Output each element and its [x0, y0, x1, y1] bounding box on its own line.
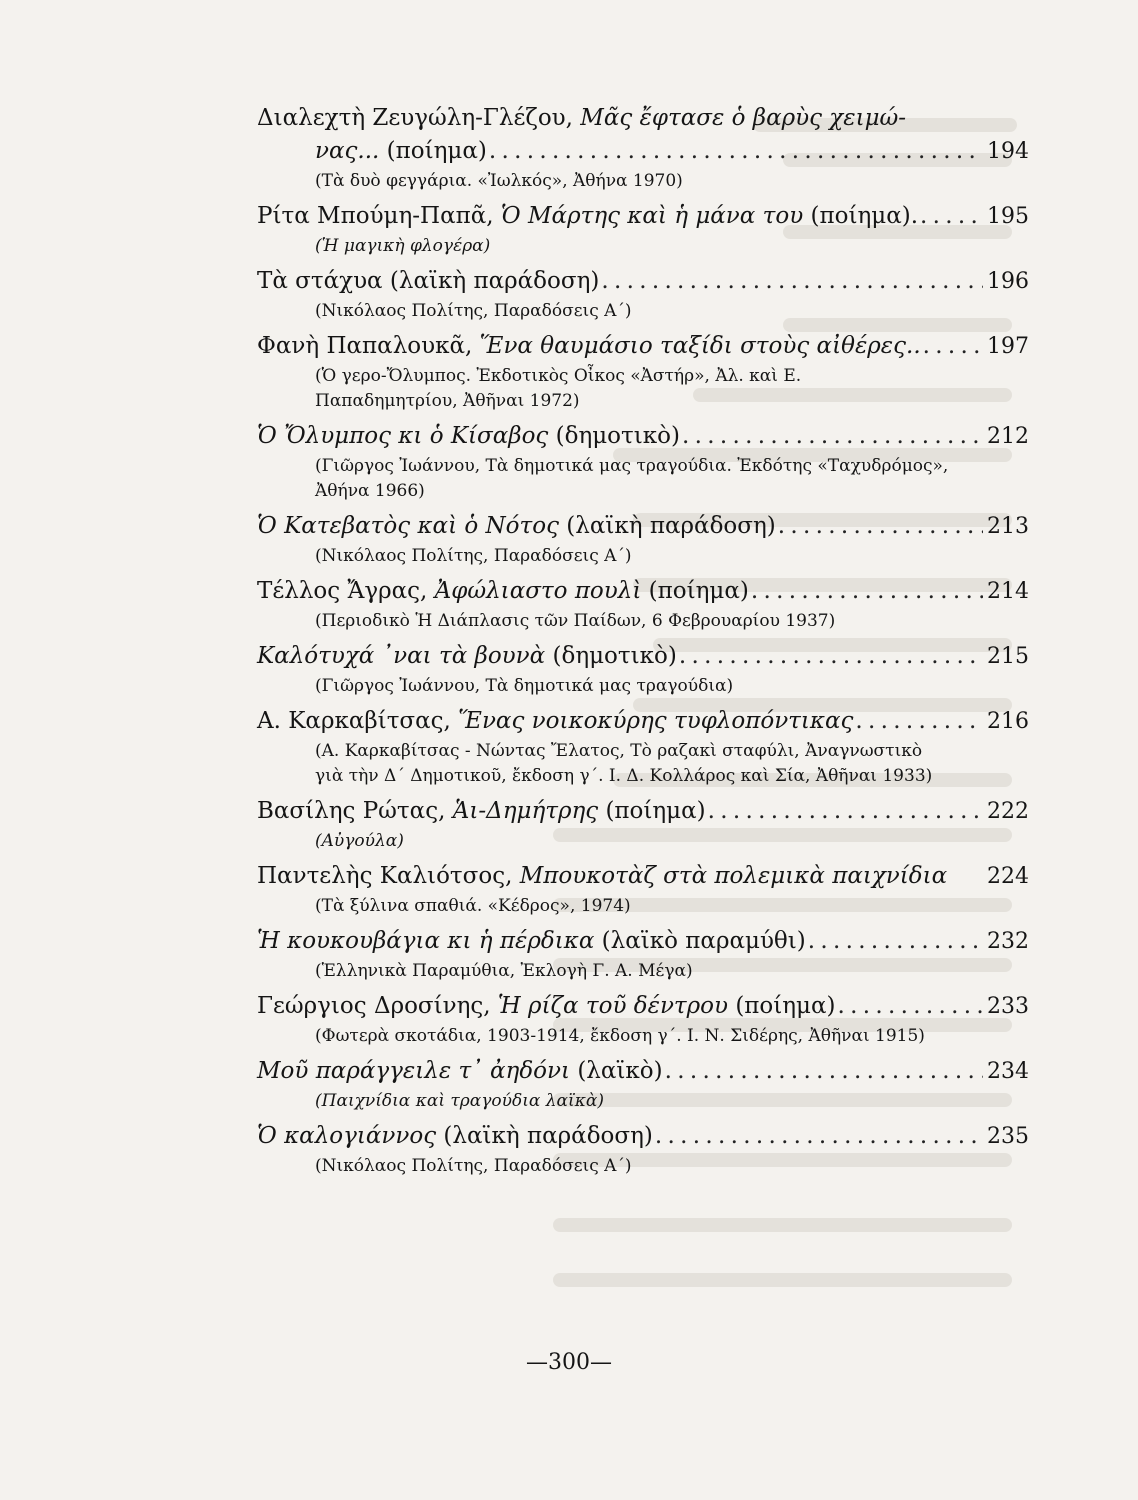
entry-title: Μοῦ παράγγειλε τ᾿ ἀηδόνι	[257, 1058, 571, 1084]
dot-leader	[679, 640, 983, 673]
entry-page-number: 215	[987, 644, 1029, 669]
toc-entry	[257, 860, 1029, 919]
entry-title: Καλότυχά ᾿ναι τὰ βουνὰ	[257, 643, 546, 669]
entry-title: Ἀφώλιαστο πουλὶ	[434, 578, 642, 604]
entry-genre: (ποίημα)	[728, 993, 836, 1019]
toc-entry	[257, 102, 1029, 194]
entry-genre: (ποίημα)	[641, 578, 749, 604]
entry-title: Ὁ Μάρτης καὶ ἡ μάνα του	[500, 203, 804, 229]
entry-genre: (ποίημα)	[379, 138, 487, 164]
entry-genre: (λαϊκὴ παράδοση)	[558, 513, 776, 539]
entry-title: Ὁ Ὄλυμπος κι ὁ Κίσαβος	[257, 423, 549, 449]
entry-genre: (ποίημα)	[598, 798, 706, 824]
toc-entry	[257, 990, 1029, 1049]
entry-title: Ἕνας νοικοκύρης τυφλοπόντικας	[458, 708, 854, 734]
entry-page-number: 194	[987, 139, 1029, 164]
toc-entry	[257, 330, 1029, 414]
entry-page-number: 213	[987, 514, 1029, 539]
dot-leader	[838, 990, 983, 1023]
entry-source: (Φωτερὰ σκοτάδια, 1903-1914, ἔκδοση γ΄. Ι. Ν. Σιδέρης, Ἀθῆναι 1915)	[315, 1026, 925, 1046]
dot-leader	[751, 575, 983, 608]
dot-leader	[655, 1120, 983, 1153]
entry-title: Ὁ Κατεβατὸς καὶ ὁ Νότος	[257, 513, 559, 539]
toc-entry	[257, 200, 1029, 259]
entry-page-number: 235	[987, 1124, 1029, 1149]
dot-leader	[682, 420, 983, 453]
entry-page-number: 224	[987, 864, 1029, 889]
dot-leader	[601, 265, 983, 298]
toc-entry	[257, 925, 1029, 984]
entry-author: Τέλλος Ἄγρας,	[257, 578, 435, 604]
entry-genre: (λαϊκὸ παραμύθι)	[594, 928, 806, 954]
entry-source: (Τὰ δυὸ φεγγάρια. «Ἰωλκός», Ἀθήνα 1970)	[315, 171, 683, 191]
entry-author: Βασίλης Ρώτας,	[257, 798, 453, 824]
dot-leader	[778, 510, 983, 543]
page-number-footer: —300—	[526, 1350, 612, 1375]
entry-title: Μᾶς ἔφτασε ὁ βαρὺς χειμώ-	[580, 105, 907, 131]
entry-author: Φανὴ Παπαλουκᾶ,	[257, 333, 480, 359]
entry-genre: (λαϊκὴ παράδοση)	[436, 1123, 653, 1149]
entry-source: (Γιῶργος Ἰωάννου, Τὰ δημοτικά μας τραγούδια)	[315, 676, 734, 696]
dot-leader	[920, 200, 983, 233]
entry-author: Ρίτα Μπούμη-Παπᾶ,	[257, 203, 501, 229]
toc-entry	[257, 1055, 1029, 1114]
entry-author: Παντελὴς Καλιότσος,	[257, 863, 520, 889]
toc-entry	[257, 640, 1029, 699]
entry-source: (Ἡ μαγικὴ φλογέρα)	[315, 236, 491, 256]
entry-genre: Τὰ στάχυα (λαϊκὴ παράδοση)	[257, 268, 600, 294]
entry-author: Α. Καρκαβίτσας,	[257, 708, 459, 734]
entry-source: (Ὁ γερο-Ὄλυμπος. Ἐκδοτικὸς Οἶκος «Ἀστήρ», Ἀλ. καὶ Ε. Παπαδημητρίου, Ἀθῆναι 1972)	[315, 366, 802, 411]
entry-source: (Αὐγούλα)	[315, 831, 404, 851]
entry-title: Ὁ καλογιάννος	[257, 1123, 437, 1149]
entry-page-number: 222	[987, 799, 1029, 824]
dot-leader	[708, 795, 983, 828]
entry-title: Ἡ ρίζα τοῦ δέντρου	[497, 993, 729, 1019]
entry-title: Ἁι-Δημήτρης	[452, 798, 599, 824]
entry-title: Ἕνα θαυμάσιο ταξίδι στοὺς αἰθέρες..	[479, 333, 921, 359]
entry-source: (Τὰ ξύλινα σπαθιά. «Κέδρος», 1974)	[315, 896, 631, 916]
toc-entry	[257, 420, 1029, 504]
entry-source: (Α. Καρκαβίτσας - Νώντας Ἔλατος, Τὸ ραζακὶ σταφύλι, Ἀναγνωστικὸ γιὰ τὴν Δ΄ Δημοτικοῦ, ἔκδοση γ΄. Ι. Δ. Κολλάρος καὶ Σία, Ἀθῆναι 1933)	[315, 741, 933, 786]
toc-entry	[257, 795, 1029, 854]
entry-author: Γεώργιος Δροσίνης,	[257, 993, 498, 1019]
entry-page-number: 214	[987, 579, 1029, 604]
toc-entry	[257, 510, 1029, 569]
entry-source: (Παιχνίδια καὶ τραγούδια λαϊκὰ)	[315, 1091, 604, 1111]
entry-author: Διαλεχτὴ Ζευγώλη-Γλέζου,	[257, 105, 581, 131]
entry-page-number: 196	[987, 269, 1029, 294]
entry-genre: (δημοτικὸ)	[548, 423, 680, 449]
toc-entry	[257, 705, 1029, 789]
entry-page-number: 216	[987, 709, 1029, 734]
entry-source: (Περιοδικὸ Ἡ Διάπλασις τῶν Παίδων, 6 Φεβρουαρίου 1937)	[315, 611, 836, 631]
table-of-contents	[257, 102, 1029, 1185]
entry-page-number: 233	[987, 994, 1029, 1019]
entry-page-number: 234	[987, 1059, 1029, 1084]
entry-source: (Νικόλαος Πολίτης, Παραδόσεις Α΄)	[315, 546, 632, 566]
dot-leader	[489, 135, 983, 168]
entry-source: (Ἑλληνικὰ Παραμύθια, Ἐκλογὴ Γ. Α. Μέγα)	[315, 961, 693, 981]
toc-entry	[257, 1120, 1029, 1179]
entry-genre: (ποίημα).	[803, 203, 919, 229]
entry-page-number: 212	[987, 424, 1029, 449]
entry-source: (Νικόλαος Πολίτης, Παραδόσεις Α΄)	[315, 1156, 632, 1176]
dot-leader	[808, 925, 983, 958]
entry-page-number: 197	[987, 334, 1029, 359]
entry-title: Μπουκοτὰζ στὰ πολεμικὰ παιχνίδια	[519, 863, 948, 889]
entry-source: (Νικόλαος Πολίτης, Παραδόσεις Α΄)	[315, 301, 632, 321]
entry-genre: (δημοτικὸ)	[545, 643, 677, 669]
entry-page-number: 195	[987, 204, 1029, 229]
toc-entry	[257, 575, 1029, 634]
dot-leader	[665, 1055, 983, 1088]
entry-source: (Γιῶργος Ἰωάννου, Τὰ δημοτικά μας τραγούδια. Ἐκδότης «Ταχυδρόμος», Ἀθήνα 1966)	[315, 456, 949, 501]
entry-title: Ἡ κουκουβάγια κι ἡ πέρδικα	[257, 928, 595, 954]
toc-entry	[257, 265, 1029, 324]
dot-leader	[855, 705, 983, 738]
entry-title-continuation: νας...	[315, 138, 380, 164]
entry-page-number: 232	[987, 929, 1029, 954]
entry-genre: (λαϊκὸ)	[570, 1058, 663, 1084]
dot-leader	[923, 330, 983, 363]
